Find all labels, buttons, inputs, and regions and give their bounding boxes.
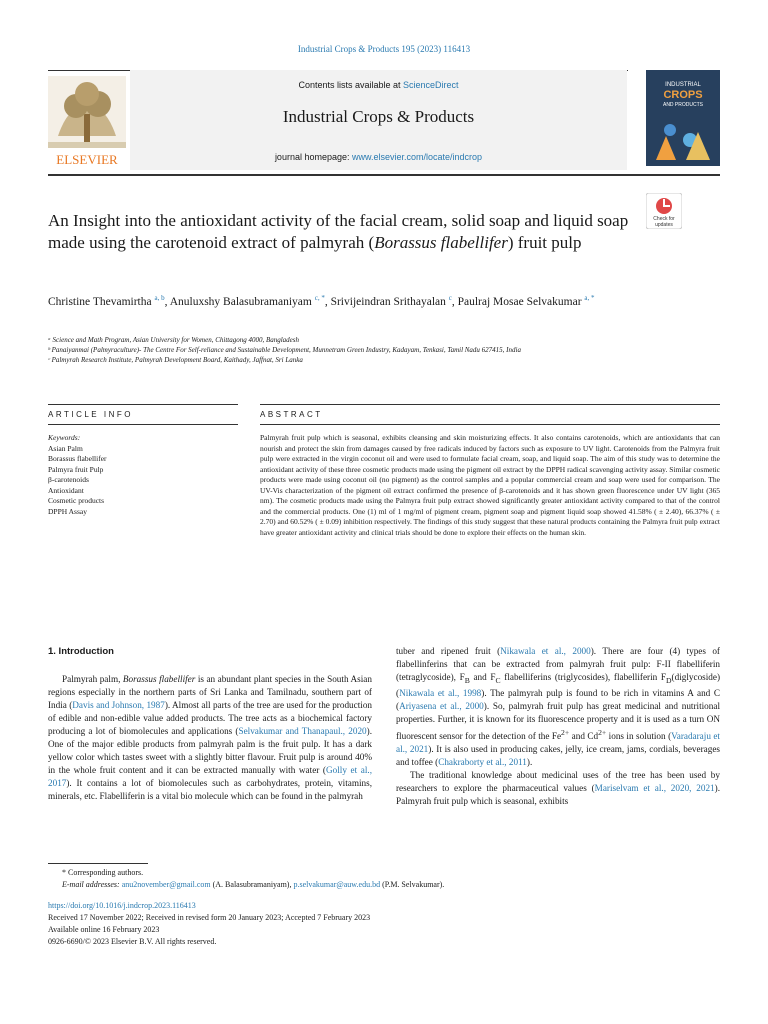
affiliations xyxy=(48,335,720,365)
keyword: Cosmetic products xyxy=(48,496,105,505)
top-citation[interactable]: Industrial Crops & Products 195 (2023) 116413 xyxy=(297,44,471,54)
corresponding-note: * Corresponding authors. xyxy=(62,868,144,877)
doi-link[interactable]: https://doi.org/10.1016/j.indcrop.2023.116413 xyxy=(48,901,196,910)
citation-link[interactable]: Nikawala et al., 2000 xyxy=(500,646,591,656)
paragraph: tuber and ripened fruit (Nikawala et al., 2000). There are four (4) types of flabellinferins that can be extracted from palmyrah fruit pulp: F-II flabelliferin (tetraglycoside), $F_B$ and $F_C$ flabelliferins (triglycosides), flabelliferin $F_D(diglycoside)$ (Nikawala et al., 1998). The palmyrah pulp is found to be rich in vitamins A and C (Ariyasena et al., 2000). So, palmyrah fruit pulp has great medicinal and nutritional properties. Further, it is known for its fluorescence property and it is used as a turn ON fluorescent sensor for the detection of the $Fe^{2+}$ and $Cd^{2+}$ ions in solution (Varadaraju et al., 2021). It is also used in producing cakes, jelly, ice cream, jams, cordials, beverages and toffee (Chakraborty et al., 2011). xyxy=(396,646,721,767)
keyword: DPPH Assay xyxy=(48,506,87,516)
paragraph: Palmyrah palm, Borassus flabellifer is an abundant plant species in the South Asian regions especially in the northern parts of Sri Lanka and Tamilnadu, southern part of India (Davis and Johnson, 1987). Almost all parts of the tree are used for the production of edible and non-edible value added products. The tree acts as a biochemical factory producing a lot of biomolecules and applications (Selvakumar and Thanapaul., 2020). One of the major edible products from palmyrah palm is the fruit pulp. It has a dark yellow color which tastes sweet with a slightly bitter flavour. Fruit pulp is around 40% in the whole fruit content and it can be extracted manually with water (Golly et al., 2017). It contains a lot of biomolecules such as carbohydrates, protein, vitamins, minerals, etc. Flabelliferin is a vital bio molecule which can be found in the palmyrah xyxy=(48,674,373,801)
citation-link[interactable]: Davis and Johnson, 1987 xyxy=(72,700,165,710)
citation-link[interactable]: Varadaraju et al., 2021 xyxy=(396,730,720,754)
keyword: β-carotenoids xyxy=(48,475,89,484)
citation-link[interactable]: Nikawala et al., 1998 xyxy=(399,687,482,698)
affiliation: ᵇ Panaiyanmai (Palmyraculture)- The Centre For Self-reliance and Sustainable Development, Munnetram Green Industry, Kadayam, Tenkasi, Tamil Nadu 627415, India xyxy=(48,346,521,354)
svg-text:updates: updates xyxy=(655,222,673,228)
affiliation: ᶜ Palmyrah Research Institute, Palmyrah Development Board, Kaithady, Jaffnat, Sri Lanka xyxy=(48,356,303,364)
author: Anuluxshy Balasubramaniyam $^{c, *}$, xyxy=(169,294,331,308)
footnote-rule xyxy=(48,863,148,864)
email-note: E-mail addresses: anu2november@gmail.com (A. Balasubramaniyam), p.selvakumar@auw.edu.bd (P.M. Selvakumar). xyxy=(62,880,445,889)
keyword: Borassus flabellifer xyxy=(48,454,107,463)
svg-text:Check for: Check for xyxy=(653,216,675,222)
homepage-link[interactable]: www.elsevier.com/locate/indcrop xyxy=(352,152,483,162)
affiliation: ᵃ Science and Math Program, Asian University for Women, Chittagong 4000, Bangladesh xyxy=(48,336,300,344)
svg-text:AND PRODUCTS: AND PRODUCTS xyxy=(662,102,704,108)
keyword: Antioxidant xyxy=(48,485,84,495)
copyright: 0926-6690/© 2023 Elsevier B.V. All rights reserved. xyxy=(48,937,217,946)
author-list xyxy=(48,290,720,311)
author: Christine Thevamirtha $^{a, b}$, xyxy=(48,294,170,308)
svg-text:CROPS: CROPS xyxy=(663,89,703,101)
body-column-left xyxy=(48,673,372,803)
article-info-rule-2 xyxy=(48,424,238,425)
author: Srivijeindran Srithayalan $^c$, xyxy=(330,294,458,308)
received-dates: Received 17 November 2022; Received in revised form 20 January 2023; Accepted 7 February 2023 xyxy=(48,913,371,922)
journal-cover[interactable] xyxy=(646,70,720,166)
keyword: Asian Palm xyxy=(48,443,83,453)
abstract-text: Palmyrah fruit pulp which is seasonal, exhibits cleansing and skin moisturizing effects. It also contains carotenoids, which are antioxidants that can nourish and protect the skin from damages caused by free radicals induced by factors such as exposure to UV light. Carotenoids from the Palmyra fruit pulp were extracted in the virgin coconut oil and were used to formulate facial cream, soap, and liquid soap. The aim of this study was to determine the antioxidant activity of these three cosmetic products made using the pigment oil extract by the DPPH radical scavenging activity assay. Similar cosmetic products were made using coconut oil (no pigment) as the control samples and a popular commercial cream and soap were used for comparison. The UV-Vis characterization of the pigment oil extract confirmed the presence of β-carotenoids and it has shown green fluorescence under UV light (365 nm). The cosmetic products made using the Palmyra fruit pulp extract showed significantly greater antioxidant activity compared to that of the control and the commercial products. One (1) ml of 1 mg/ml of pigment cream, pigment soap and pigment liquid soap showed 41.58% ( ± 2.40), 66.37% ( ± 2.70) and 60.52% ( ± 0.09) inhibition respectively. The findings of this study suggest that these natural products containing the Palmyra fruit pulp extract have greater antioxidant activity and clinical trials should be done to explore their effects on the human skin. xyxy=(260,433,720,537)
citation-link[interactable]: Selvakumar and Thanapaul., 2020 xyxy=(238,726,367,736)
footnotes xyxy=(48,867,720,891)
body-column-right xyxy=(396,645,720,808)
keywords-label: Keywords: xyxy=(48,433,81,442)
publication-info xyxy=(48,900,720,948)
section-heading-introduction: 1. Introduction xyxy=(48,646,114,657)
journal-name: Industrial Crops & Products xyxy=(282,107,475,126)
keyword: Palmyra fruit Pulp xyxy=(48,464,104,474)
available-online: Available online 16 February 2023 xyxy=(48,925,160,934)
article-info-rule xyxy=(48,404,238,405)
sciencedirect-link[interactable]: ScienceDirect xyxy=(403,80,459,90)
author: Paulraj Mosae Selvakumar $^{a, *}$ xyxy=(457,294,595,308)
abstract-rule-2 xyxy=(260,424,720,425)
contents-line: Contents lists available at ScienceDirect xyxy=(298,80,459,90)
elsevier-logo xyxy=(48,76,126,168)
citation-link[interactable]: Chakraborty et al., 2011 xyxy=(438,756,527,767)
article-title: An Insight into the antioxidant activity of the facial cream, solid soap and liquid soap made using the carotenoid extract of palmyrah (Borassus flabellifer) fruit pulp xyxy=(48,211,629,252)
article-info-heading: ARTICLE INFO xyxy=(48,410,133,419)
abstract-rule xyxy=(260,404,720,405)
keywords-block xyxy=(48,433,228,517)
check-for-updates-icon[interactable] xyxy=(646,193,682,229)
homepage-line: journal homepage: www.elsevier.com/locate/indcrop xyxy=(274,152,483,162)
citation-link[interactable]: Mariselvam et al., 2020, 2021 xyxy=(594,782,715,793)
citation-link[interactable]: Ariyasena et al., 2000 xyxy=(399,700,484,711)
email-link[interactable]: anu2november@gmail.com xyxy=(121,880,211,889)
abstract-heading: ABSTRACT xyxy=(260,410,323,419)
email-link[interactable]: p.selvakumar@auw.edu.bd xyxy=(293,880,381,889)
header-rule-bottom xyxy=(48,174,720,176)
publisher-name: ELSEVIER xyxy=(56,152,118,167)
svg-text:INDUSTRIAL: INDUSTRIAL xyxy=(665,82,701,88)
paragraph: The traditional knowledge about medicinal uses of the tree has been used by researchers to explore the pharmaceutical values (Mariselvam et al., 2020, 2021). Palmyrah fruit pulp which is seasonal, exhibits xyxy=(396,769,720,806)
citation-link[interactable]: Golly et al., 2017 xyxy=(48,765,372,788)
